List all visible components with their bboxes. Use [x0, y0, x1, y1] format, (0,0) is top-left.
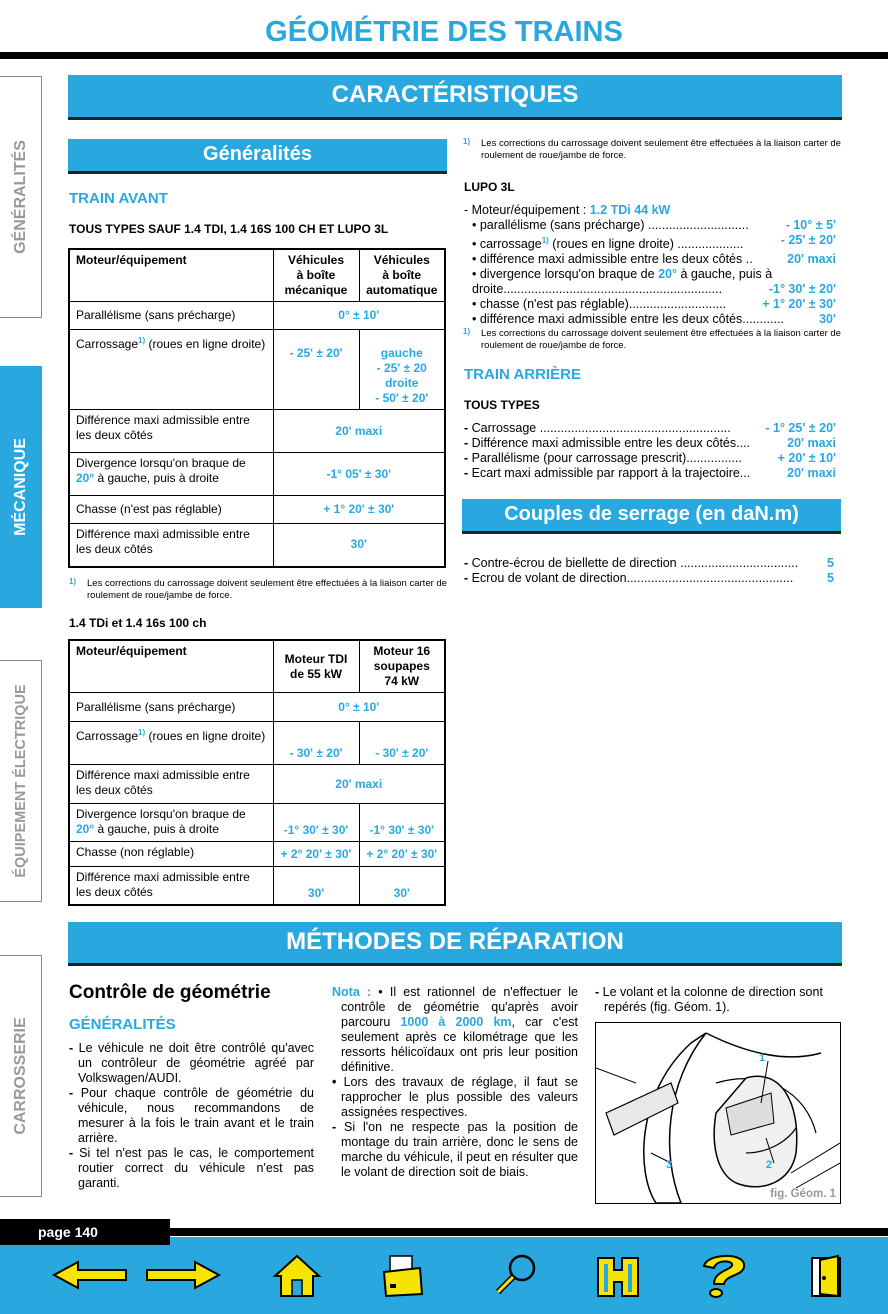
col-header: Moteur/équipement	[69, 640, 273, 693]
header-rule	[0, 52, 888, 59]
section-banner-caracteristiques: CARACTÉRISTIQUES	[68, 75, 842, 120]
lupo-engine-line: - Moteur/équipement : 1.2 TDi 44 kW	[464, 203, 671, 217]
callout-1: 1	[759, 1052, 766, 1064]
footnote: 1) Les corrections du carrossage doivent seulement être effectuées à la liaison carter de roulement de roue/jambe de force.	[463, 327, 841, 351]
arrow-left-icon[interactable]	[50, 1250, 130, 1300]
lupo-line: • carrossage$^{1)}$ (roues en ligne droite) ................... - 25' ± 20'	[472, 233, 836, 252]
section-banner-methodes: MÉTHODES DE RÉPARATION	[68, 922, 842, 966]
row-label: Différence maxi admissible entre les deux côtés	[69, 867, 273, 905]
side-tab-label: CARROSSERIE	[11, 1017, 29, 1135]
lupo-spec-list	[464, 203, 842, 327]
train-arriere-heading: TRAIN ARRIÈRE	[464, 366, 581, 383]
arriere-line: - Ecart maxi admissible par rapport à la trajectoire... 20' maxi	[464, 466, 836, 480]
row-label: Chasse (n'est pas réglable)	[69, 496, 273, 524]
arriere-line: - Différence maxi admissible entre les deux côtés.... 20' maxi	[464, 436, 836, 450]
row-label: Parallélisme (sans précharge)	[69, 302, 273, 330]
row-label: Chasse (non réglable)	[69, 842, 273, 867]
figure-caption: fig. Géom. 1	[770, 1188, 836, 1200]
lupo-heading: LUPO 3L	[464, 180, 515, 194]
subsection-banner-generalites: Généralités	[68, 139, 447, 174]
row-label: Carrossage$^{1)}$ (roues en ligne droite)	[69, 330, 273, 410]
cell-value: - 25' ± 20'	[273, 330, 359, 410]
cell-value: 0° ± 10'	[273, 302, 445, 330]
tous-types-heading: TOUS TYPES	[464, 398, 540, 412]
list-item: - Le véhicule ne doit être contrôlé qu'avec un contrôleur de géométrie agréé par Volkswagen/AUDI.	[69, 1041, 314, 1085]
lupo-line: • chasse (n'est pas réglable)............................ + 1° 20' ± 30'	[472, 297, 836, 312]
row-label: Divergence lorsqu'on braque de 20° à gauche, puis à droite	[69, 804, 273, 842]
cell-value: + 2° 20' ± 30'	[273, 842, 359, 867]
callout-3: 3	[666, 1159, 673, 1171]
col-header: Moteur/équipement	[69, 249, 273, 302]
row-label: Différence maxi admissible entre les deux côtés	[69, 765, 273, 804]
col-header: Moteur TDI de 55 kW	[273, 640, 359, 693]
list-item: - Si l'on ne respecte pas la position de montage du train arrière, donc le sens de marche du véhicule, il peut en résulter que le volant de direction soit de biais.	[332, 1120, 578, 1179]
arriere-line: - Parallélisme (pour carrossage prescrit)................ + 20' ± 10'	[464, 451, 836, 465]
callout-2: 2	[766, 1159, 773, 1171]
home-icon[interactable]	[271, 1250, 323, 1300]
side-tab-label: MÉCANIQUE	[11, 438, 29, 536]
cell-value: 30'	[273, 867, 359, 905]
list-item: - Pour chaque contrôle de géométrie du véhicule, nous recommandons de mesurer à la fois le train avant et le train arrière.	[69, 1086, 315, 1145]
cell-value: -1° 05' ± 30'	[273, 453, 445, 496]
nota-paragraph: Nota : • Il est rationnel de n'effectuer le contrôle de géométrie qu'après avoir parcouru 1000 à 2000 km, car c'est seulement après ce kilométrage que les ressorts hélicoïdaux ont pris leur position définitive.	[332, 985, 578, 1074]
steering-wheel-illustration	[596, 1023, 840, 1203]
list-item: • Lors des travaux de réglage, il faut se rapprocher le plus possible des valeurs assignées respectives.	[332, 1075, 578, 1119]
help-icon[interactable]	[692, 1250, 752, 1300]
cell-value: 20' maxi	[273, 410, 445, 453]
spec-table-2	[68, 639, 446, 906]
couples-line: - Ecrou de volant de direction................................................ 5	[464, 571, 834, 585]
list-item: - Le volant et la colonne de direction sont repérés (fig. Géom. 1).	[595, 985, 823, 1014]
arrow-right-icon[interactable]	[143, 1250, 223, 1300]
cell-value: -1° 30' ± 30'	[273, 804, 359, 842]
arriere-line: - Carrossage ....................................................... - 1° 25' ± 20'	[464, 421, 836, 435]
list-item: - Si tel n'est pas le cas, le comportement routier correct du véhicule n'est pas garanti.	[69, 1146, 314, 1190]
row-label: Différence maxi admissible entre les deux côtés	[69, 410, 273, 453]
col-header: Moteur 16 soupapes 74 kW	[359, 640, 445, 693]
cell-value: + 2° 20' ± 30'	[359, 842, 445, 867]
methodes-col2	[332, 985, 578, 1180]
cell-value: - 30' ± 20'	[273, 722, 359, 765]
row-label: Différence maxi admissible entre les deux côtés	[69, 524, 273, 567]
print-icon[interactable]	[378, 1250, 430, 1300]
cell-value: 30'	[359, 867, 445, 905]
side-tab-mecanique[interactable]	[0, 366, 42, 608]
row-label: Divergence lorsqu'on braque de 20° à gauche, puis à droite	[69, 453, 273, 496]
footer-rule	[170, 1228, 888, 1236]
side-tab-generalites[interactable]	[0, 76, 42, 318]
cell-value: -1° 30' ± 30'	[359, 804, 445, 842]
cell-value: 30'	[273, 524, 445, 567]
footnote: 1) Les corrections du carrossage doivent seulement être effectuées à la liaison carter de roulement de roue/jambe de force.	[463, 137, 841, 161]
methodes-col3	[595, 985, 841, 1015]
footnote: 1) Les corrections du carrossage doivent seulement être effectuées à la liaison carter de roulement de roue/jambe de force.	[69, 577, 447, 601]
nav-bar	[0, 1237, 888, 1314]
lupo-line: • différence maxi admissible entre les deux côtés............ 30'	[472, 312, 836, 327]
couples-line: - Contre-écrou de biellette de direction .................................. 5	[464, 556, 834, 570]
figure-geom-1	[595, 1022, 841, 1204]
side-tab-equipement-electrique[interactable]	[0, 660, 42, 902]
spec-table-1	[68, 248, 446, 568]
lupo-line: • divergence lorsqu'on braque de 20° à gauche, puis à	[472, 267, 773, 282]
subsection-banner-couples: Couples de serrage (en daN.m)	[462, 499, 841, 534]
side-tab-label: GÉNÉRALITÉS	[11, 140, 29, 254]
table2-heading: 1.4 TDi et 1.4 16s 100 ch	[69, 616, 207, 630]
cell-value: - 30' ± 20'	[359, 722, 445, 765]
row-label: Parallélisme (sans précharge)	[69, 693, 273, 722]
exit-icon[interactable]	[804, 1250, 848, 1300]
side-tab-label: ÉQUIPEMENT ÉLECTRIQUE	[12, 684, 29, 878]
lupo-line: droite............................................................... -1° 30' ± 20'	[472, 282, 836, 297]
col-header: Véhicules à boîte automatique	[359, 249, 445, 302]
cell-value: 0° ± 10'	[273, 693, 445, 722]
methodes-col1	[69, 1041, 314, 1191]
cell-value: gauche - 25' ± 20 droite - 50' ± 20'	[359, 330, 445, 410]
side-tab-carrosserie[interactable]	[0, 955, 42, 1197]
controle-title: Contrôle de géométrie	[69, 982, 271, 1003]
generalites-heading: GÉNÉRALITÉS	[69, 1016, 176, 1033]
lupo-line: • différence maxi admissible entre les deux côtés .. 20' maxi	[472, 252, 836, 267]
index-icon[interactable]	[592, 1250, 644, 1300]
search-icon[interactable]	[490, 1250, 542, 1300]
page-number: page 140	[0, 1219, 170, 1245]
cell-value: 20' maxi	[273, 765, 445, 804]
train-avant-heading: TRAIN AVANT	[69, 190, 168, 207]
couples-list	[464, 556, 838, 586]
page-title: GÉOMÉTRIE DES TRAINS	[265, 16, 623, 48]
col-header: Véhicules à boîte mécanique	[273, 249, 359, 302]
row-label: Carrossage$^{1)}$ (roues en ligne droite)	[69, 722, 273, 765]
lupo-line: • parallélisme (sans précharge) ............................. - 10° ± 5'	[472, 218, 836, 232]
cell-value: + 1° 20' ± 30'	[273, 496, 445, 524]
arriere-spec-list	[464, 421, 838, 481]
table1-heading: TOUS TYPES SAUF 1.4 TDI, 1.4 16S 100 CH ET LUPO 3L	[69, 222, 389, 236]
